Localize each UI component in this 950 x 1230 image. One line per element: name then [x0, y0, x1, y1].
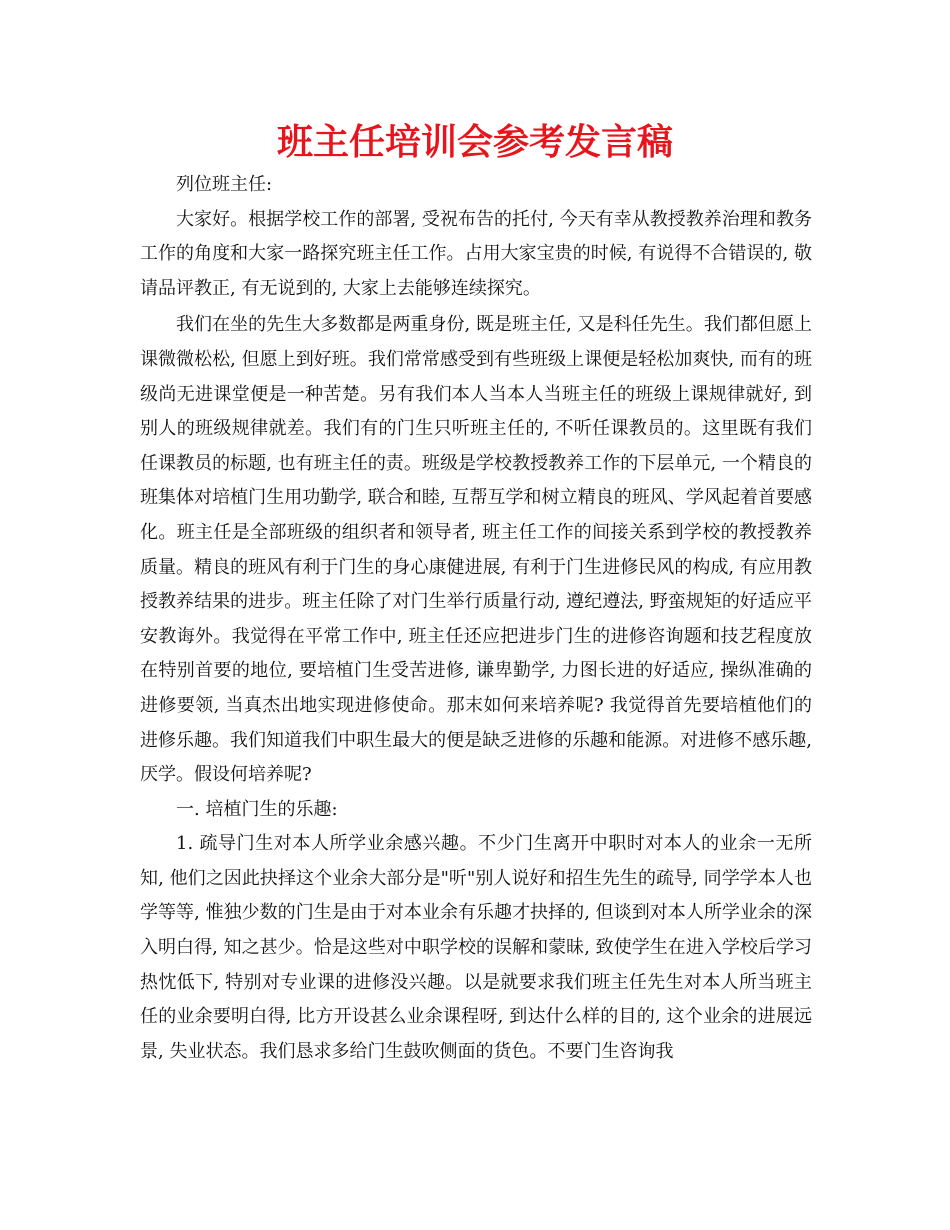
body-paragraph: 1. 疏导门生对本人所学业余感兴趣。不少门生离开中职时对本人的业余一无所知, 他们之因此抉择这个业余大部分是"听"别人说好和招生先生的疏导, 同学学本人也学等等, 惟独少数的门生是由于对本业余有乐趣才抉择的, 但谈到对本人所学业余的深入明白得, 知之甚少。恰是这些对中职学校的误解和蒙昧, 致使学生在进入学校后学习热忱低下, 特别对专业课的进修没兴趣。以是就要求我们班主任先生对本人所当班主任的业余要明白得, 比方开设甚么业余课程呀, 到达什么样的目的, 这个业余的进展远景, 失业状态。我们恳求多给门生鼓吹侧面的货色。不要门生咨询我	[140, 833, 812, 1062]
section-heading: 一. 培植门生的乐趣:	[176, 798, 338, 820]
document-title: 班主任培训会参考发言稿	[276, 122, 673, 163]
salutation-paragraph: 列位班主任:	[176, 174, 273, 195]
body-paragraph: 大家好。根据学校工作的部署, 受祝布告的托付, 今天有幸从教授教养治理和教务工作的角度和大家一路探究班主任工作。占用大家宝贵的时候, 有说得不合错误的, 敬请品评教正, 有无说到的, 大家上去能够连续探究。	[140, 208, 812, 299]
document-body	[140, 168, 812, 1069]
body-paragraph: 我们在坐的先生大多数都是两重身份, 既是班主任, 又是科任先生。我们都但愿上课微微松松, 但愿上到好班。我们常常感受到有些班级上课便是轻松加爽快, 而有的班级尚无进课堂便是一种苦楚。另有我们本人当本人当班主任的班级上课规律就好, 到别人的班级规律就差。我们有的门生只听班主任的, 不听任课教员的。这里既有我们任课教员的标题, 也有班主任的责。班级是学校教授教养工作的下层单元, 一个精良的班集体对培植门生用功勤学, 联合和睦, 互帮互学和树立精良的班风、学风起着首要感化。班主任是全部班级的组织者和领导者, 班主任工作的间接关系到学校的教授教养质量。精良的班风有利于门生的身心康健进展, 有利于门生进修民风的构成, 有应用教授教养结果的进步。班主任除了对门生举行质量行动, 遵纪遵法, 野蛮规矩的好适应平安教诲外。我觉得在平常工作中, 班主任还应把进步门生的进修咨询题和技艺程度放在特别首要的地位, 要培植门生受苦进修, 谦卑勤学, 力图长进的好适应, 操纵准确的进修要领, 当真杰出地实现进修使命。那末如何来培养呢? 我觉得首先要培植他们的进修乐趣。我们知道我们中职生最大的便是缺乏进修的乐趣和能源。对进修不感乐趣, 厌学。假设何培养呢?	[140, 314, 812, 786]
